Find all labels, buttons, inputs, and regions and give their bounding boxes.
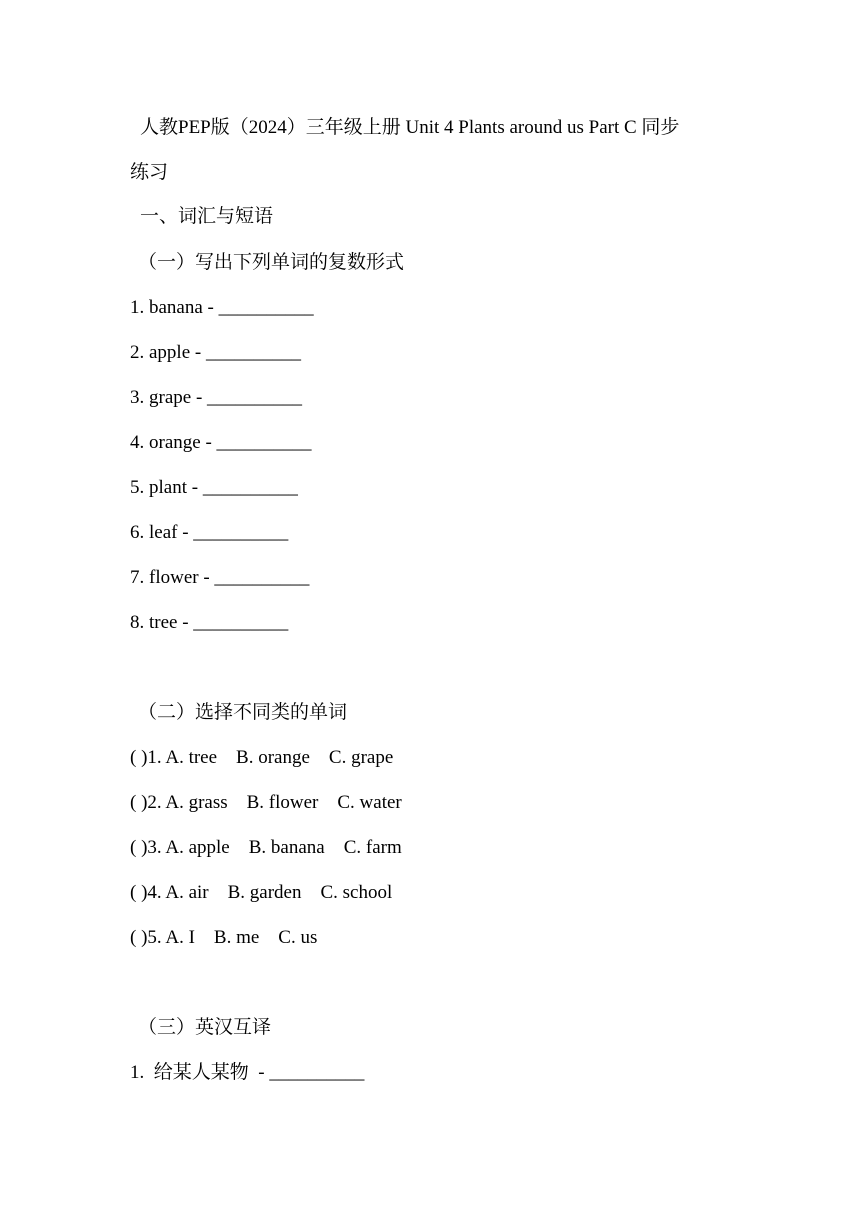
part2-item: ( )4. A. air B. garden C. school [130,882,393,903]
part1-item: 5. plant - __________ [130,477,298,498]
part1-item: 4. orange - __________ [130,432,312,453]
part2-item: ( )5. A. I B. me C. us [130,927,318,948]
document-title-line-2: 练习 [130,162,169,183]
part2-heading: （二）选择不同类的单词 [138,702,348,723]
part1-item: 2. apple - __________ [130,342,301,363]
part2-item: ( )3. A. apple B. banana C. farm [130,837,402,858]
part2-item: ( )2. A. grass B. flower C. water [130,792,402,813]
part1-item: 1. banana - __________ [130,297,314,318]
part1-item: 6. leaf - __________ [130,522,289,543]
part3-heading: （三）英汉互译 [138,1017,272,1038]
part3-item: 1. 给某人某物 - __________ [130,1062,365,1083]
part1-item: 3. grape - __________ [130,387,303,408]
document-title-line-1: 人教PEP版（2024）三年级上册 Unit 4 Plants around us Part C 同步 [140,117,680,138]
part2-item: ( )1. A. tree B. orange C. grape [130,747,394,768]
part1-item: 7. flower - __________ [130,567,310,588]
section-heading-vocabulary: 一、词汇与短语 [140,206,274,227]
part1-item: 8. tree - __________ [130,612,289,633]
part1-heading: （一）写出下列单词的复数形式 [138,252,405,273]
